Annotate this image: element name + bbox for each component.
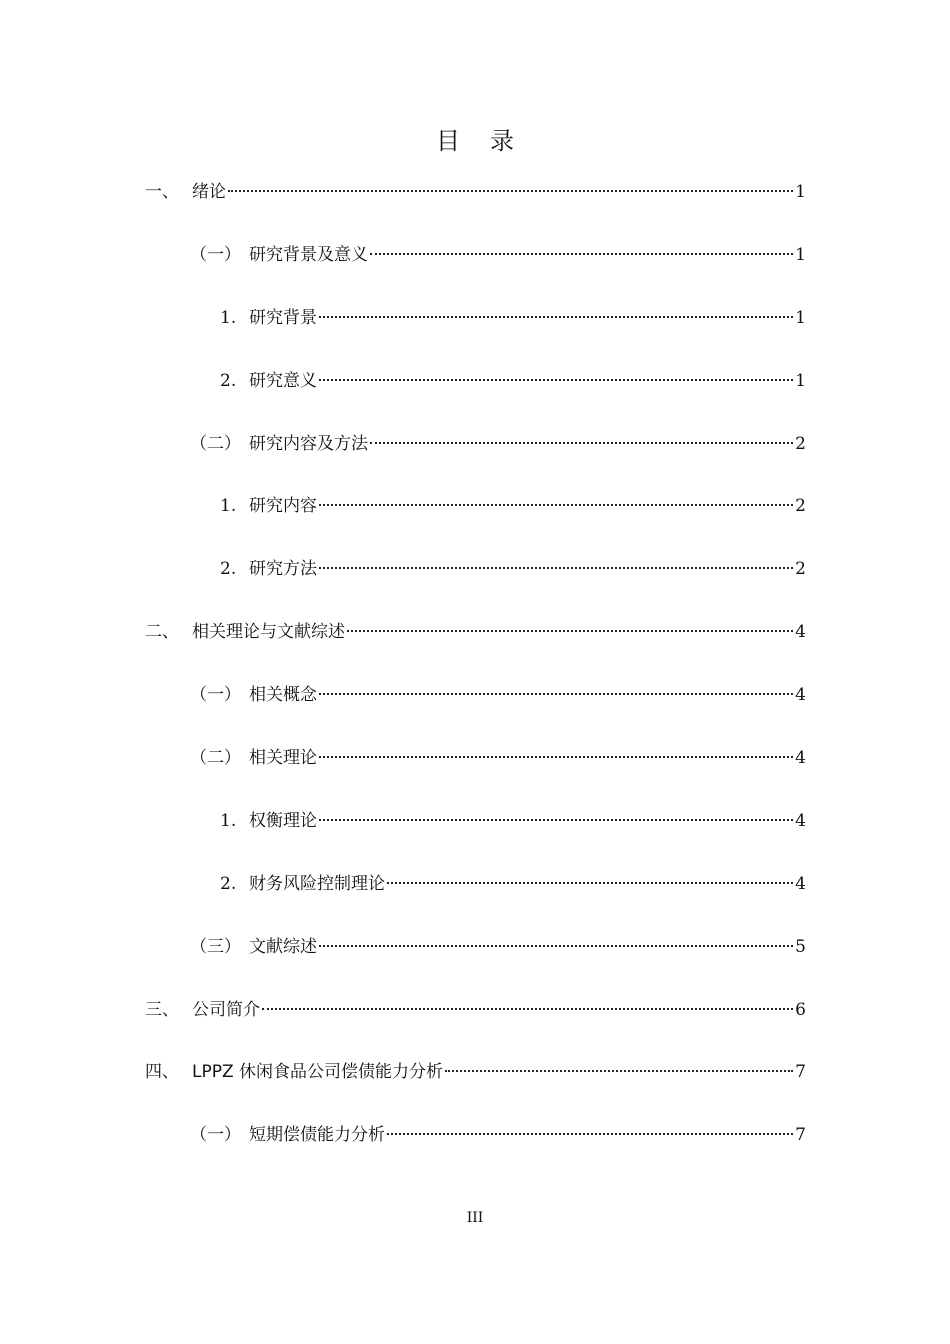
toc-entry[interactable] <box>145 799 806 862</box>
toc-entry-number: 1. <box>220 307 237 328</box>
toc-entry-title: 研究方法 <box>249 559 317 580</box>
toc-entry-page: 5 <box>795 936 806 957</box>
toc-entry-page: 2 <box>795 433 806 454</box>
table-of-contents <box>145 170 806 1176</box>
toc-entry-page: 2 <box>795 559 806 580</box>
toc-entry-page: 4 <box>795 685 806 706</box>
toc-entry[interactable] <box>145 547 806 610</box>
toc-dot-leader <box>319 819 793 821</box>
toc-entry-page: 4 <box>795 810 806 831</box>
toc-entry-number: （二） <box>190 748 241 769</box>
toc-entry-number: 2. <box>220 559 237 580</box>
toc-entry-page: 2 <box>795 496 806 517</box>
toc-entry-page: 7 <box>795 1062 806 1083</box>
toc-entry-number: （一） <box>190 685 241 706</box>
toc-dot-leader <box>347 630 793 632</box>
toc-entry-title: 权衡理论 <box>249 810 317 831</box>
toc-dot-leader <box>319 316 793 318</box>
toc-entry[interactable] <box>145 1050 806 1113</box>
toc-entry-number: （一） <box>190 1125 241 1146</box>
toc-entry-page: 4 <box>795 873 806 894</box>
toc-entry-number: 2. <box>220 873 237 894</box>
toc-dot-leader <box>228 190 793 192</box>
toc-entry-number: 四、 <box>145 1062 179 1083</box>
toc-entry-title: 公司简介 <box>192 999 260 1020</box>
toc-entry[interactable] <box>145 422 806 485</box>
toc-dot-leader <box>319 693 793 695</box>
toc-dot-leader <box>319 945 793 947</box>
toc-entry-page: 6 <box>795 999 806 1020</box>
toc-entry-page: 7 <box>795 1125 806 1146</box>
toc-entry-number: （一） <box>190 244 241 265</box>
toc-entry[interactable] <box>145 673 806 736</box>
toc-entry-title: 研究内容及方法 <box>249 433 368 454</box>
toc-entry-title: 相关理论与文献综述 <box>192 622 345 643</box>
toc-entry-title: 绪论 <box>192 182 226 202</box>
toc-entry-title: 财务风险控制理论 <box>249 873 385 894</box>
toc-entry-number: （二） <box>190 433 241 454</box>
toc-entry-page: 1 <box>795 370 806 391</box>
toc-entry-number: 二、 <box>145 622 179 643</box>
toc-entry-title: 研究背景 <box>249 307 317 328</box>
toc-entry[interactable] <box>145 296 806 359</box>
toc-dot-leader <box>319 379 793 381</box>
toc-entry-page: 4 <box>795 748 806 769</box>
toc-entry[interactable] <box>145 170 806 233</box>
toc-entry-title: 相关理论 <box>249 748 317 769</box>
toc-entry-number: 1. <box>220 496 237 517</box>
toc-entry-title: 短期偿债能力分析 <box>249 1125 385 1146</box>
toc-entry-title: 研究意义 <box>249 370 317 391</box>
toc-entry[interactable] <box>145 1113 806 1176</box>
toc-dot-leader <box>387 1133 793 1135</box>
toc-entry[interactable] <box>145 610 806 673</box>
toc-dot-leader <box>319 567 793 569</box>
toc-entry-number: 一、 <box>145 182 179 202</box>
toc-entry-page: 4 <box>795 622 806 643</box>
toc-entry-title: 相关概念 <box>249 685 317 706</box>
toc-entry[interactable] <box>145 484 806 547</box>
toc-entry[interactable] <box>145 925 806 988</box>
toc-entry-title: 研究内容 <box>249 496 317 517</box>
toc-entry-number: 1. <box>220 810 237 831</box>
toc-dot-leader <box>370 442 793 444</box>
toc-entry-page: 1 <box>795 307 806 328</box>
toc-entry-number: （三） <box>190 936 241 957</box>
toc-entry-number: 三、 <box>145 999 179 1020</box>
toc-dot-leader <box>387 882 793 884</box>
toc-dot-leader <box>262 1008 793 1010</box>
toc-entry-title: 研究背景及意义 <box>249 244 368 265</box>
toc-entry[interactable] <box>145 359 806 422</box>
toc-entry-title: LPPZ 休闲食品公司偿债能力分析 <box>192 1062 444 1083</box>
toc-entry[interactable] <box>145 988 806 1051</box>
toc-entry-page: 1 <box>795 244 806 265</box>
toc-entry-page: 1 <box>795 182 806 202</box>
toc-entry[interactable] <box>145 736 806 799</box>
toc-dot-leader <box>319 756 793 758</box>
toc-title: 目录 <box>436 127 544 155</box>
toc-entry-number: 2. <box>220 370 237 391</box>
toc-entry[interactable] <box>145 862 806 925</box>
page-number: III <box>466 1210 484 1226</box>
toc-dot-leader <box>445 1070 793 1072</box>
toc-dot-leader <box>319 504 793 506</box>
toc-entry[interactable] <box>145 233 806 296</box>
toc-dot-leader <box>370 253 793 255</box>
toc-entry-title: 文献综述 <box>249 936 317 957</box>
